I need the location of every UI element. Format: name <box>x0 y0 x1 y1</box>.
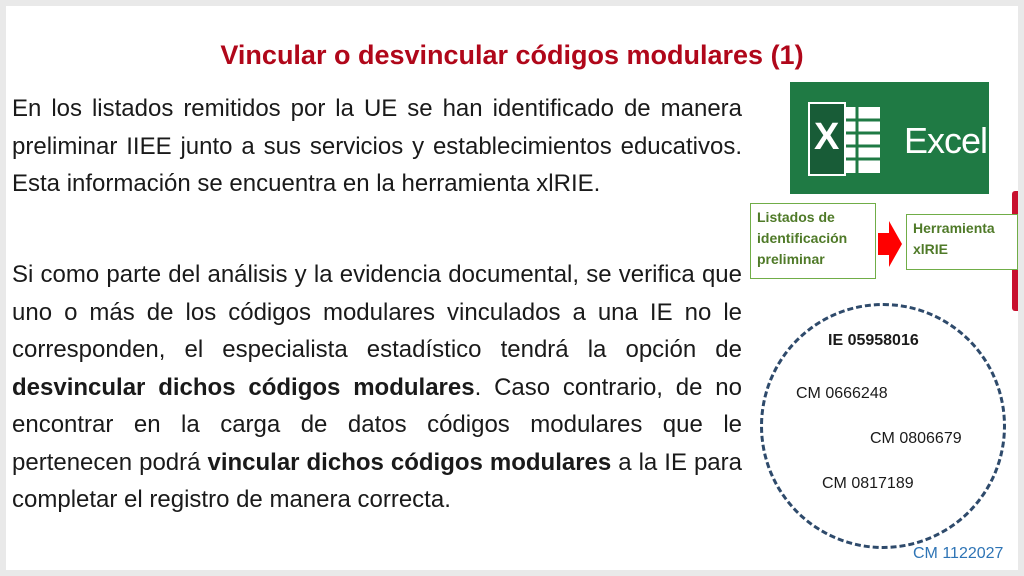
flow-box-herramienta: Herramienta xlRIE <box>906 214 1018 270</box>
paragraph-2-part-2: . Caso contrario, de no encontrar en la carga de datos códigos modulares que le pertenecen podrá <box>12 373 742 476</box>
flow-box-listados: Listados de identificación preliminar <box>750 203 876 279</box>
paragraph-1: En los listados remitidos por la UE se han identificado de manera preliminar IIEE junto a sus servicios y establecimientos educativos. Esta información se encuentra en la herramienta xlRIE. <box>12 95 742 197</box>
excel-logo-text: Excel <box>904 120 988 161</box>
code-item: CM 0666248 <box>796 385 888 402</box>
outside-code: CM 1122027 <box>913 545 1004 562</box>
excel-logo-letter: X <box>814 116 840 158</box>
slide <box>6 6 1018 570</box>
slide-title: Vincular o desvincular códigos modulares (1) <box>220 40 804 70</box>
paragraph-2-part-1: Si como parte del análisis y la evidencia documental, se verifica que uno o más de los códigos modulares vinculados a una IE no le corresponden, el especialista estadístico tendrá la opción de <box>12 261 742 363</box>
paragraph-2-part-3: a la IE para completar el registro de manera correcta. <box>12 448 742 513</box>
paragraph-2-bold-1: desvincular dichos códigos modulares <box>12 373 475 401</box>
right-arrow-icon <box>878 219 902 269</box>
paragraph-2-bold-2: vincular dichos códigos modulares <box>207 448 612 476</box>
paragraph-2 <box>12 256 742 519</box>
ie-label: IE 05958016 <box>828 332 919 349</box>
code-item: CM 0817189 <box>822 475 914 492</box>
code-item: CM 0806679 <box>870 430 962 447</box>
